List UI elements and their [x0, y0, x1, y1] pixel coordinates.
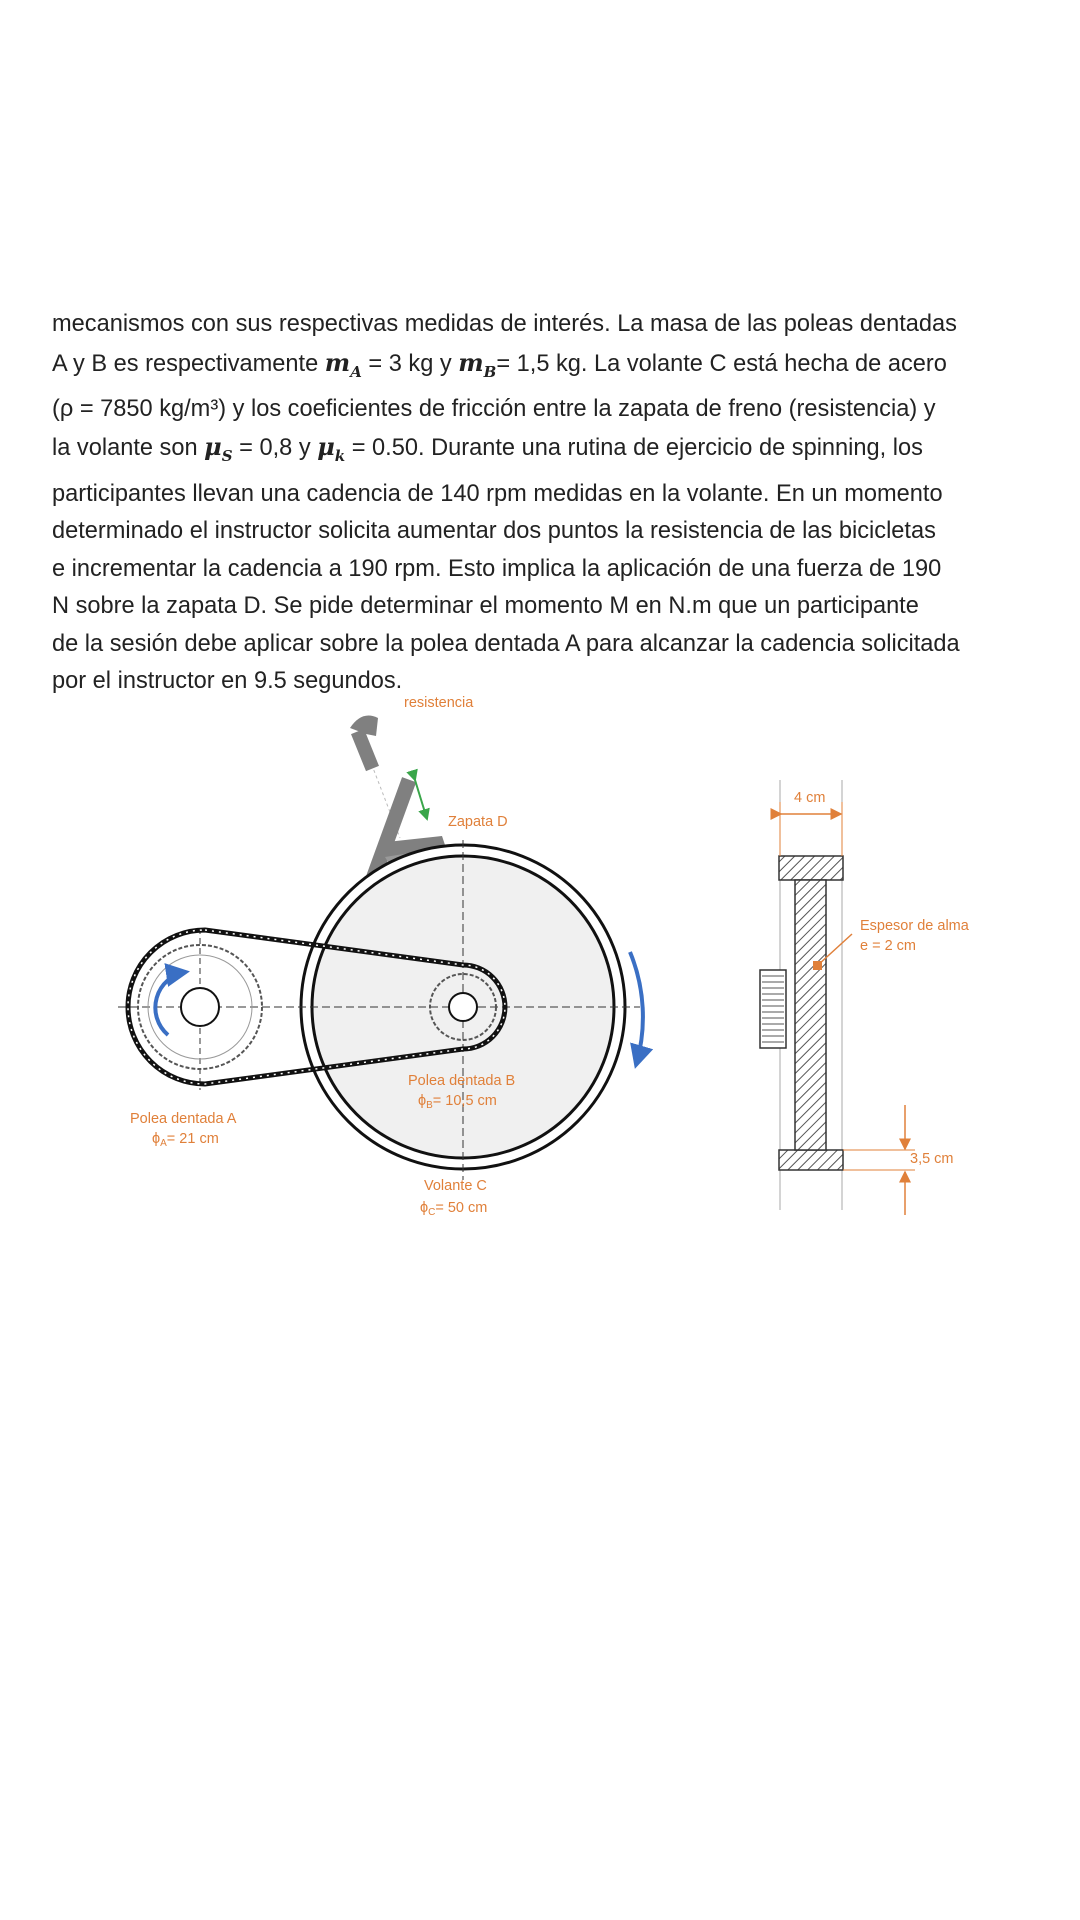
- flywheel-section: [760, 780, 852, 1210]
- text-line-10: por el instructor en 9.5 segundos.: [52, 668, 403, 695]
- polea-b-label: Polea dentada B: [408, 1073, 516, 1089]
- volante-label: Volante C: [424, 1178, 487, 1194]
- text-span: A y B es respectivamente: [52, 350, 325, 377]
- volante-dim: $\phi_C= 50$ cm: [420, 1200, 488, 1218]
- text-line-4: [52, 428, 1042, 475]
- text-line-2: [52, 344, 1042, 391]
- alma-label: Espesor de alma: [860, 918, 969, 934]
- text-span: = 3 kg y: [361, 350, 459, 377]
- text-span: la volante son: [52, 435, 205, 462]
- mass-b-symbol: $m_B$: [458, 347, 497, 381]
- mechanism-diagram: [0, 680, 1080, 1240]
- text-span: = 0.50. Durante una rutina de ejercicio de spinning, los: [345, 435, 923, 462]
- text-line-7: e incrementar la cadencia a 190 rpm. Esto implica la aplicación de una fuerza de 190: [52, 555, 942, 582]
- text-line-6: determinado el instructor solicita aumentar dos puntos la resistencia de las bicicletas: [52, 518, 936, 545]
- zapata-label: Zapata D: [448, 814, 508, 830]
- mass-a-symbol: $m_A$: [324, 347, 362, 381]
- problem-statement: [52, 306, 1042, 701]
- polea-b-dim: $\phi_B= 10,5$ cm: [418, 1093, 497, 1111]
- rim-label: 3,5 cm: [910, 1151, 954, 1167]
- text-line-1: mecanismos con sus respectivas medidas de interés. La masa de las poleas dentadas: [52, 311, 957, 337]
- text-span: = 0,8 y: [232, 435, 318, 462]
- resistencia-label: resistencia: [404, 695, 474, 711]
- text-line-3: (ρ = 7850 kg/m³) y los coeficientes de fricción entre la zapata de freno (resistencia) y: [52, 395, 936, 422]
- text-line-8: N sobre la zapata D. Se pide determinar el momento M en N.m que un participante: [52, 593, 919, 620]
- text-span: = 1,5 kg. La volante C está hecha de acero: [496, 350, 947, 377]
- text-line-9: de la sesión debe aplicar sobre la polea dentada A para alcanzar la cadencia solicitada: [52, 630, 960, 657]
- polea-a-label: Polea dentada A: [130, 1111, 237, 1127]
- mu-s-symbol: $\mu_S$: [204, 432, 233, 466]
- text-line-5: participantes llevan una cadencia de 140 rpm medidas en la volante. En un momento: [52, 480, 943, 507]
- alma-value: e = 2 cm: [860, 938, 917, 954]
- mu-k-symbol: $\mu_k$: [317, 432, 346, 466]
- rotation-arrow-icon: [630, 952, 643, 1065]
- adjust-arrow: [415, 780, 427, 819]
- polea-a-dim: $\phi_A= 21$ cm: [152, 1131, 219, 1149]
- mechanism-figure: [0, 680, 1080, 1240]
- width-label: 4 cm: [794, 790, 826, 806]
